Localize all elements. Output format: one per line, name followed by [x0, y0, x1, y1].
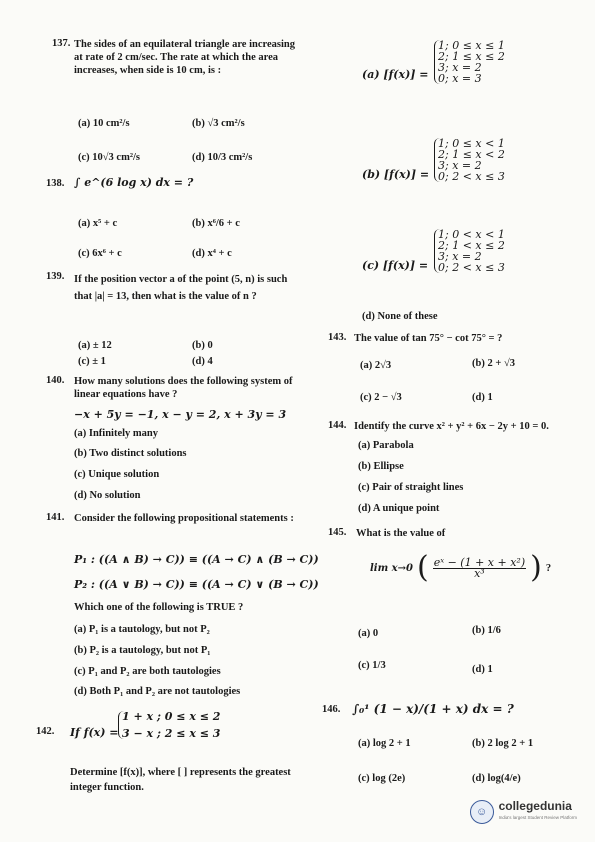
q145-option-b: (b) 1/6 [472, 625, 501, 636]
q144-option-c: (c) Pair of straight lines [358, 482, 464, 493]
q138-number: 138. [46, 178, 65, 189]
q145-numerator: eˣ − (1 + x + x²) [433, 555, 526, 569]
q139-option-b: (b) 0 [192, 340, 213, 351]
q143-option-b: (b) 2 + √3 [472, 358, 515, 369]
q142-case-1: 1 + x ; 0 ≤ x ≤ 2 [122, 710, 221, 723]
q142-text: Determine [f(x)], where [ ] represents the greatest integer function. [70, 767, 291, 793]
q146-option-b: (b) 2 log 2 + 1 [472, 738, 534, 749]
q142-c-case-1: 1; 0 < x < 1 [438, 228, 505, 241]
q144-text: Identify the curve x² + y² + 6x − 2y + 10 = 0. [354, 421, 549, 432]
q140-number: 140. [46, 375, 65, 386]
q140-option-a: (a) Infinitely many [74, 428, 158, 439]
q145-option-a: (a) 0 [358, 628, 379, 639]
q142-option-b-label: (b) [f(x)] = [362, 168, 430, 181]
q140-option-d: (d) No solution [74, 490, 141, 501]
q138-option-b: (b) x⁶/6 + c [192, 218, 240, 229]
q142-a-case-4: 0; x = 3 [438, 72, 482, 85]
q144-option-d: (d) A unique point [358, 503, 440, 514]
collegedunia-logo [470, 800, 577, 824]
q140-option-c: (c) Unique solution [74, 469, 160, 480]
q142-lead: If f(x) = [70, 726, 119, 739]
q140-equation: −x + 5y = −1, x − y = 2, x + 3y = 3 [74, 408, 287, 421]
q142-option-a-label: (a) [f(x)] = [362, 68, 429, 81]
q144-option-b: (b) Ellipse [358, 461, 404, 472]
q143-number: 143. [328, 332, 347, 343]
q143-text: The value of tan 75° − cot 75° = ? [354, 333, 503, 344]
logo-tagline: India's largest Student Review Platform [498, 815, 577, 820]
q139-option-a: (a) ± 12 [78, 340, 112, 351]
q145-paren-open: ( [416, 550, 429, 585]
q141-number: 141. [46, 512, 65, 523]
q142-option-c-cases [434, 229, 505, 273]
q141-statement-p1: P₁ : ((A ∧ B) → C)) ≡ ((A → C) ∧ (B → C)) [74, 553, 319, 566]
q143-option-d: (d) 1 [472, 392, 493, 403]
q137-option-b: (b) √3 cm²/s [192, 118, 245, 129]
q140-text: How many solutions does the following system of linear equations have ? [74, 376, 293, 400]
q142-c-case-4: 0; 2 < x ≤ 3 [438, 261, 505, 274]
q142-option-a-cases [434, 40, 505, 84]
q145-fraction [433, 555, 526, 580]
q142-case-2: 3 − x ; 2 ≤ x ≤ 3 [122, 727, 221, 740]
q142-c-case-2: 2; 1 < x ≤ 2 [438, 239, 505, 252]
mascot-icon: ☺ [470, 800, 494, 824]
q142-a-case-1: 1; 0 ≤ x ≤ 1 [438, 39, 505, 52]
q145-denominator: x³ [474, 566, 485, 580]
q142-number: 142. [36, 726, 55, 737]
q145-tail: ? [545, 562, 552, 574]
q144-number: 144. [328, 420, 347, 431]
q137-number: 137. [52, 38, 71, 49]
q142-b-case-1: 1; 0 ≤ x < 1 [438, 137, 505, 150]
q142-option-c-label: (c) [f(x)] = [362, 259, 429, 272]
q145-option-d: (d) 1 [472, 664, 493, 675]
q142-brace [118, 711, 220, 739]
q142-piecewise [118, 711, 220, 739]
q141-statement-p2: P₂ : ((A ∨ B) → C)) ≡ ((A → C) ∨ (B → C)) [74, 578, 319, 591]
q142-option-d: (d) None of these [362, 311, 438, 322]
q146-option-c: (c) log (2e) [358, 773, 406, 784]
q142-option-b-cases [434, 138, 505, 182]
q141-option-d: (d) Both P₁ and P₂ are not tautologies [74, 686, 241, 697]
logo-name: collegedunia [498, 799, 572, 813]
q137-option-a: (a) 10 cm²/s [78, 118, 130, 129]
q141-text: Consider the following propositional statements : [74, 513, 294, 524]
q137-option-d: (d) 10/3 cm²/s [192, 152, 253, 163]
q146-option-a: (a) log 2 + 1 [358, 738, 411, 749]
q141-question: Which one of the following is TRUE ? [74, 602, 244, 613]
q138-option-a: (a) x⁵ + c [78, 218, 118, 229]
q142-a-case-2: 2; 1 ≤ x ≤ 2 [438, 50, 505, 63]
q137-text: The sides of an equilateral triangle are increasing at rate of 2 cm/sec. The rate at which the area increases, when side is 10 cm, is : [74, 39, 295, 76]
q141-option-b: (b) P₂ is a tautology, but not P₁ [74, 645, 211, 656]
q142-c-case-3: 3; x = 2 [438, 250, 482, 263]
q137-option-c: (c) 10√3 cm²/s [78, 152, 140, 163]
q146-text: ∫₀¹ (1 − x)/(1 + x) dx = ? [352, 702, 514, 716]
q139-number: 139. [46, 271, 65, 282]
q141-option-c: (c) P₁ and P₂ are both tautologies [74, 666, 221, 677]
q142-b-case-2: 2; 1 ≤ x < 2 [438, 148, 505, 161]
q142-a-case-3: 3; x = 2 [438, 61, 482, 74]
q139-option-c: (c) ± 1 [78, 356, 106, 367]
q145-limit: lim x→0 [370, 562, 413, 574]
q138-text: ∫ e^(6 log x) dx = ? [74, 176, 194, 189]
q143-option-a: (a) 2√3 [360, 360, 392, 371]
q139-option-d: (d) 4 [192, 356, 213, 367]
q138-option-c: (c) 6x⁶ + c [78, 248, 122, 259]
q145-number: 145. [328, 527, 347, 538]
q142-b-case-3: 3; x = 2 [438, 159, 482, 172]
q141-option-a: (a) P₁ is a tautology, but not P₂ [74, 624, 210, 635]
q145-paren-close: ) [530, 550, 542, 585]
q144-option-a: (a) Parabola [358, 440, 414, 451]
q146-option-d: (d) log(4/e) [472, 773, 521, 784]
q145-text: What is the value of [356, 528, 446, 539]
q145-option-c: (c) 1/3 [358, 660, 386, 671]
q140-option-b: (b) Two distinct solutions [74, 448, 187, 459]
q142-b-case-4: 0; 2 < x ≤ 3 [438, 170, 505, 183]
q145-expression [370, 550, 552, 585]
q146-number: 146. [322, 704, 341, 715]
q143-option-c: (c) 2 − √3 [360, 392, 402, 403]
q139-text: If the position vector a of the point (5, n) is such that |a| = 13, then what is the value of n ? [74, 274, 288, 302]
q138-option-d: (d) x⁴ + c [192, 248, 232, 259]
